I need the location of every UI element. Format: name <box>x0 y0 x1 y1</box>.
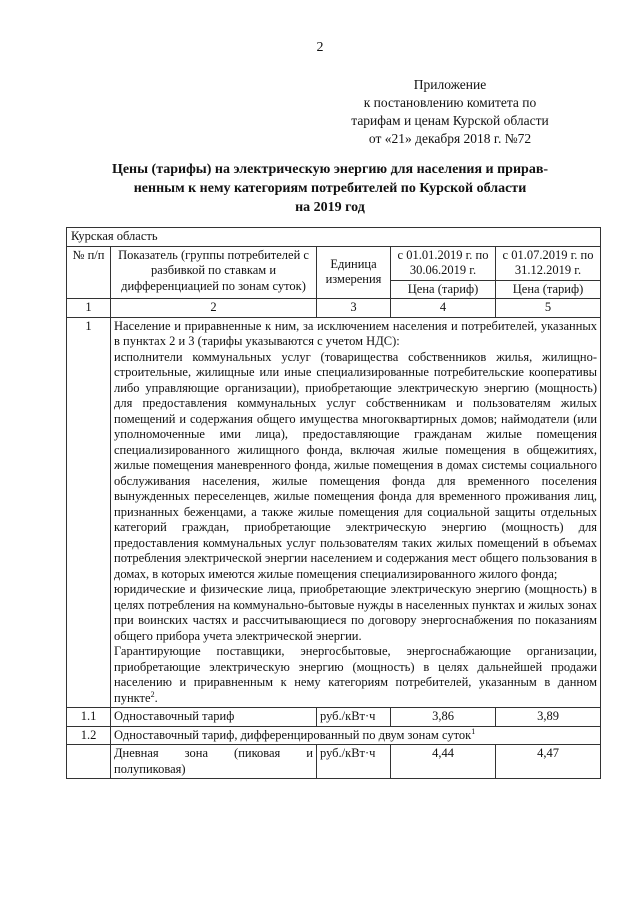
footnote-2-marker: 2 <box>150 689 155 699</box>
tariff-table-wrapper <box>66 227 600 779</box>
col-number-1: 1 <box>67 299 111 318</box>
row-1-2-label: Одноставочный тариф, дифференцированный по двум зонам суток <box>114 727 472 742</box>
footnote-1-marker: 1 <box>471 726 476 736</box>
col-number-2: 2 <box>111 299 317 318</box>
row-1-paragraph-1: Население и приравненные к ним, за исключением населения и потребителей, указанных в пунктах 2 и 3 (тарифы указываются с учетом НДС): <box>114 318 598 348</box>
appendix-block <box>300 76 600 148</box>
header-price-1: Цена (тариф) <box>391 280 496 299</box>
region-row <box>67 228 601 247</box>
table-row-1-1 <box>67 708 601 727</box>
title-line-1: Цены (тарифы) на электрическую энергию для населения и прирав- <box>111 162 549 177</box>
header-unit: Единица измерения <box>317 246 391 299</box>
appendix-line-1: Приложение <box>413 77 487 92</box>
row-1-paragraph-4 <box>114 644 597 706</box>
row-1-paragraph-2: исполнители коммунальных услуг (товарищества собственников жилья, жилищно-строительные, жилищные или иные специализированные потребительские кооперативы либо управляющие организации), приобретающие электрическую энергию (мощность) для предоставления коммунальных услуг собственникам и пользователям жилых помещений и содержания общего имущества многоквартирных домов; наймодатели (или уполномоченные ими лица), предоставляющие гражданам жилые помещения специализированного жилищного фонда, включая жилые помещения в общежитиях, жилые помещения маневренного фонда, жилые помещения в домах системы социального обслуживания населения, жилые помещения фонда для временного поселения вынужденных переселенцев, жилые помещения фонда для временного проживания лиц, признанных беженцами, а также жилые помещения для социальной защиты отдельных категорий граждан, приобретающие электрическую энергию (мощность) для предоставления коммунальных услуг пользователям таких жилых помещений в объемах потребления электрической энергии населением и содержания мест общего пользования в домах, в которых имеются жилые помещения специализированного жилого фонда; <box>114 349 598 581</box>
table-row-1-2-day <box>67 745 601 779</box>
col-number-5: 5 <box>496 299 601 318</box>
row-1-1-value-2: 3,89 <box>496 708 601 727</box>
row-1-paragraph-4-text: Гарантирующие поставщики, энергосбытовые, энергоснабжающие организации, приобретающие электрическую энергию (мощность) в целях дальнейшей продажи населению и приравненным к нему категориям потребителей, указанным в данном пункте <box>114 644 598 705</box>
column-number-row <box>67 299 601 318</box>
title-line-3: на 2019 год <box>295 200 365 215</box>
row-1-2-day-num <box>67 745 111 779</box>
appendix-line-3: тарифам и ценам Курской области <box>351 113 549 128</box>
row-1-paragraph-4-end: . <box>154 690 158 705</box>
row-1-paragraph-3: юридические и физические лица, приобретающие электрическую энергию (мощность) в целях потребления на коммунально-бытовые нужды в населенных пунктах и жилых зонах при воинских частях и рассчитывающиеся по договору энергоснабжения по показаниям общего прибора учета электрической энергии. <box>114 582 598 643</box>
header-indicator: Показатель (группы потребителей с разбивкой по ставкам и дифференциацией по зонам суток) <box>111 246 317 299</box>
table-row-1-2 <box>67 726 601 745</box>
appendix-line-2: к постановлению комитета по <box>363 95 537 110</box>
row-1-1-value-1: 3,86 <box>391 708 496 727</box>
row-1-2-day-value-1: 4,44 <box>391 745 496 779</box>
col-number-3: 3 <box>317 299 391 318</box>
col-number-4: 4 <box>391 299 496 318</box>
row-1-2-day-value-2: 4,47 <box>496 745 601 779</box>
header-price-2: Цена (тариф) <box>496 280 601 299</box>
document-title <box>70 160 590 217</box>
appendix-line-4: от «21» декабря 2018 г. №72 <box>368 131 532 146</box>
row-1-2-label-cell <box>111 726 601 745</box>
row-1-2-day-unit: руб./кВт·ч <box>317 745 391 779</box>
header-num: № п/п <box>67 246 111 299</box>
row-1-2-day-label: Дневная зона (пиковая и полупиковая) <box>111 745 317 779</box>
title-line-2: ненным к нему категориям потребителей по Курской области <box>133 181 527 196</box>
header-period-1: с 01.01.2019 г. по 30.06.2019 г. <box>391 246 496 280</box>
row-1-1-num: 1.1 <box>67 708 111 727</box>
row-1-2-num: 1.2 <box>67 726 111 745</box>
row-1-1-label: Одноставочный тариф <box>111 708 317 727</box>
row-1-description <box>111 317 601 708</box>
tariff-table <box>66 227 601 779</box>
row-1-1-unit: руб./кВт·ч <box>317 708 391 727</box>
header-row <box>67 246 601 280</box>
region-cell: Курская область <box>67 228 601 247</box>
row-1-num: 1 <box>67 317 111 708</box>
header-period-2: с 01.07.2019 г. по 31.12.2019 г. <box>496 246 601 280</box>
table-row-1 <box>67 317 601 708</box>
page-number: 2 <box>316 40 324 55</box>
